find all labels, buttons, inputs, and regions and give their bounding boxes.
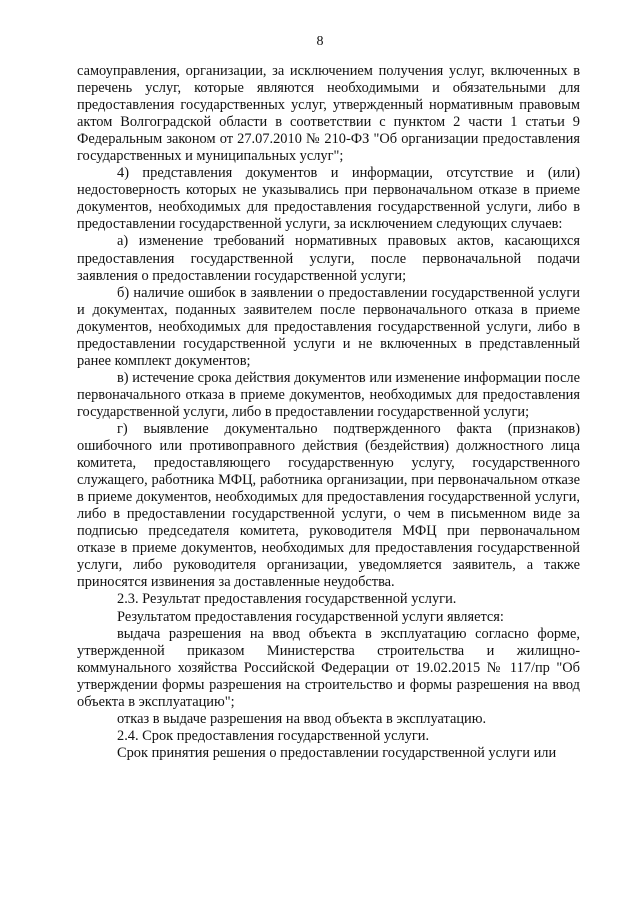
paragraph: б) наличие ошибок в заявлении о предоставлении государственной услуги и документах, поданных заявителем после первоначального отказа в приеме документов, необходимых для предоставления государственной услуги, либо в предоставлении государственной услуги и не включенных в представленный ранее комплект документов; — [77, 284, 580, 369]
paragraph: 4) представления документов и информации, отсутствие и (или) недостоверность которых не указывались при первоначальном отказе в приеме документов, необходимых для предоставления государственной услуги, либо в предоставлении государственной услуги, за исключением следующих случаев: — [77, 165, 580, 233]
paragraph: Срок принятия решения о предоставлении государственной услуги или — [117, 744, 557, 761]
paragraph: г) выявление документально подтвержденного факта (признаков) ошибочного или противоправного действия (бездействия) должностного лица комитета, предоставляющего государственную услугу, государственного служащего, работника МФЦ, работника организации, при первоначальном отказе в приеме документов, необходимых для предоставления государственной услуги, либо в предоставлении государственной услуги, о чем в письменном виде за подписью председателя комитета, руководителя МФЦ при первоначальном отказе в приеме документов, необходимых для предоставления государственной услуги, либо руководителя организации, уведомляется заявитель, а также приносятся извинения за доставленные неудобства. — [77, 420, 580, 591]
page-number: 8 — [316, 34, 324, 49]
paragraph: Результатом предоставления государственной услуги является: — [117, 608, 504, 625]
paragraph: 2.4. Срок предоставления государственной услуги. — [117, 727, 430, 744]
paragraph: в) истечение срока действия документов или изменение информации после первоначального отказа в приеме документов, необходимых для предоставления государственной услуги, либо в предоставлении государственной услуги; — [77, 369, 580, 420]
paragraph: а) изменение требований нормативных правовых актов, касающихся предоставления государственной услуги, после первоначальной подачи заявления о предоставлении государственной услуги; — [77, 233, 580, 284]
paragraph: отказ в выдаче разрешения на ввод объекта в эксплуатацию. — [117, 710, 487, 727]
document-body — [77, 63, 580, 762]
paragraph: самоуправления, организации, за исключением получения услуг, включенных в перечень услуг, которые являются необходимыми и обязательными для предоставления государственных услуг, утвержденный нормативным правовым актом Волгоградской области в соответствии с пунктом 2 части 1 статьи 9 Федеральным законом от 27.07.2010 № 210-ФЗ "Об организации предоставления государственных и муниципальных услуг"; — [77, 63, 580, 165]
paragraph: 2.3. Результат предоставления государственной услуги. — [117, 591, 457, 608]
paragraph: выдача разрешения на ввод объекта в эксплуатацию согласно форме, утвержденной приказом Министерства строительства и жилищно-коммунального хозяйства Российской Федерации от 19.02.2015 № 117/пр "Об утверждении формы разрешения на строительство и формы разрешения на ввод объекта в эксплуатацию"; — [77, 625, 580, 710]
